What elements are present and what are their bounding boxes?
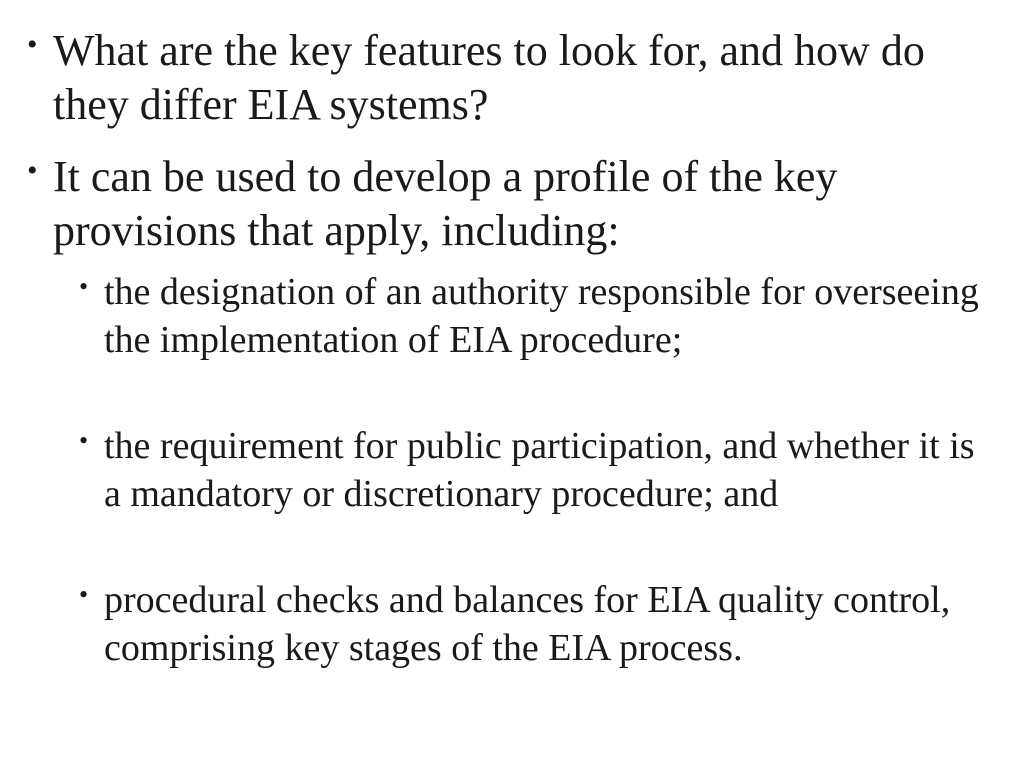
bullet-dot: • xyxy=(27,28,38,61)
sub-bullet-text: the requirement for public participation, and whether it is a mandatory or discretionary procedure; and xyxy=(104,425,975,515)
bullet-text: What are the key features to look for, and how do they differ EIA systems? xyxy=(53,26,925,129)
bullet-profile xyxy=(27,150,987,258)
sub-bullet-dot: • xyxy=(79,426,89,455)
sub-bullet-text: the designation of an authority responsible for overseeing the implementation of EIA procedure; xyxy=(104,271,979,361)
bullet-key-features xyxy=(27,24,987,132)
sub-bullet-public-participation xyxy=(79,422,984,518)
sub-bullet-dot: • xyxy=(79,272,89,301)
sub-bullet-dot: • xyxy=(79,580,89,609)
sub-bullet-authority xyxy=(79,268,984,364)
sub-bullet-quality-control xyxy=(79,576,984,672)
bullet-dot: • xyxy=(27,154,38,187)
bullet-text: It can be used to develop a profile of the key provisions that apply, including: xyxy=(53,152,838,255)
sub-bullet-text: procedural checks and balances for EIA quality control, comprising key stages of the EIA process. xyxy=(104,579,951,669)
